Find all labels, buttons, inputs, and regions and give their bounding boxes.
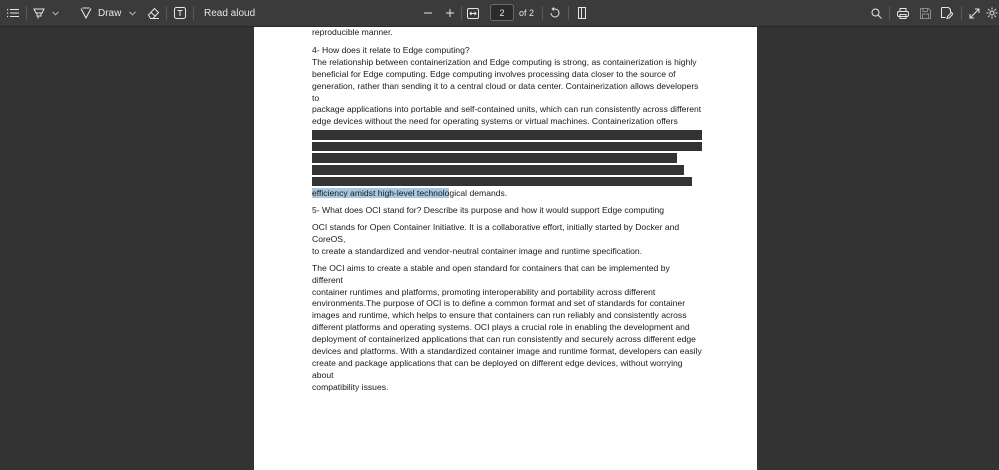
toolbar-separator — [26, 6, 27, 20]
toolbar-separator — [542, 6, 543, 20]
fit-page-icon[interactable] — [465, 0, 481, 26]
draw-button[interactable] — [98, 0, 122, 26]
zoom-out-icon[interactable] — [421, 0, 435, 26]
draw-label: Draw — [98, 7, 122, 19]
search-icon[interactable] — [868, 0, 884, 26]
text-line: create and package applications that can be deployed on different edge devices, without worrying about — [312, 358, 683, 380]
pdf-toolbar — [0, 0, 999, 27]
pdf-page — [254, 27, 757, 470]
print-icon[interactable] — [895, 0, 911, 26]
zoom-in-icon[interactable] — [443, 0, 457, 26]
text-line: edge devices without the need for operating systems or virtual machines. Containerization offers — [312, 116, 678, 127]
toolbar-separator — [461, 6, 462, 20]
page-number-input[interactable] — [490, 4, 514, 21]
q4-heading: 4- How does it relate to Edge computing? — [312, 44, 470, 55]
settings-icon[interactable] — [985, 0, 999, 26]
text-line: compatibility issues. — [312, 381, 389, 392]
draw-icon[interactable] — [78, 0, 94, 26]
save-as-icon[interactable] — [939, 0, 955, 26]
top-line: reproducible manner. — [312, 27, 393, 37]
toolbar-separator — [961, 6, 962, 20]
text-line: The OCI aims to create a stable and open standard for containers that can be implemented by different — [312, 262, 670, 285]
eraser-icon[interactable] — [145, 0, 161, 26]
text-line: beneficial for Edge computing. Edge computing involves processing data closer to the source of — [312, 68, 676, 79]
fullscreen-icon[interactable] — [966, 0, 982, 26]
redaction-bar — [312, 153, 677, 163]
text-line: OCI stands for Open Container Initiative. It is a collaborative effort, initially started by Docker and CoreOS, — [312, 222, 680, 244]
q4-last-rest: gical demands. — [449, 188, 508, 199]
save-icon[interactable] — [917, 0, 933, 26]
read-aloud-button[interactable] — [204, 0, 256, 26]
page-total-label: of 2 — [519, 8, 535, 18]
redaction-bar — [312, 177, 692, 187]
text-line: different platforms and operating systems. OCI plays a crucial role in enabling the development and — [312, 322, 690, 333]
redaction-bar — [312, 165, 684, 175]
text-line: to create a standardized and vendor-neutral container image and runtime specification. — [312, 245, 643, 256]
selected-text[interactable]: efficiency amidst high-level technolo — [312, 188, 450, 199]
q5-heading: 5- What does OCI stand for? Describe its purpose and how it would support Edge computing — [312, 205, 665, 216]
chevron-down-icon[interactable] — [127, 0, 137, 26]
redacted-block — [312, 130, 702, 186]
text-line: package applications into portable and self-contained units, which can run consistently across different — [312, 104, 702, 115]
toolbar-separator — [568, 6, 569, 20]
text-line: deployment of containerized applications that can run consistently and securely across different edge — [312, 334, 696, 345]
contents-icon[interactable] — [4, 0, 22, 26]
text-line: The relationship between containerization and Edge computing is strong, as containerization is highly — [312, 56, 697, 67]
chevron-down-icon[interactable] — [50, 0, 60, 26]
text-line: devices and platforms. With a standardized container image and runtime format, developers can easily — [312, 346, 702, 357]
text-line: images and runtime, which helps to ensure that containers can run reliably and consistently across — [312, 310, 687, 321]
text-line: generation, rather than sending it to a central cloud or data center. Containerization allows developers to — [312, 80, 699, 103]
toolbar-separator — [166, 6, 167, 20]
redaction-bar — [312, 142, 702, 152]
text-icon[interactable] — [172, 0, 188, 26]
oci-paragraph-2 — [312, 263, 702, 394]
page-total — [519, 0, 537, 26]
highlight-icon[interactable] — [30, 0, 48, 26]
redaction-bar — [312, 130, 702, 140]
page-text — [312, 27, 702, 394]
rotate-icon[interactable] — [547, 0, 563, 26]
q4-last-line — [312, 188, 702, 200]
page-view-icon[interactable] — [574, 0, 590, 26]
q4-paragraph — [312, 57, 702, 128]
toolbar-separator — [889, 6, 890, 20]
text-line: container runtimes and platforms, promoting interoperability and portability across different — [312, 286, 656, 297]
oci-paragraph-1 — [312, 222, 702, 258]
read-aloud-label: Read aloud — [204, 7, 256, 19]
text-line: environments.The purpose of OCI is to define a common format and set of standards for container — [312, 298, 686, 309]
toolbar-separator — [193, 6, 194, 20]
